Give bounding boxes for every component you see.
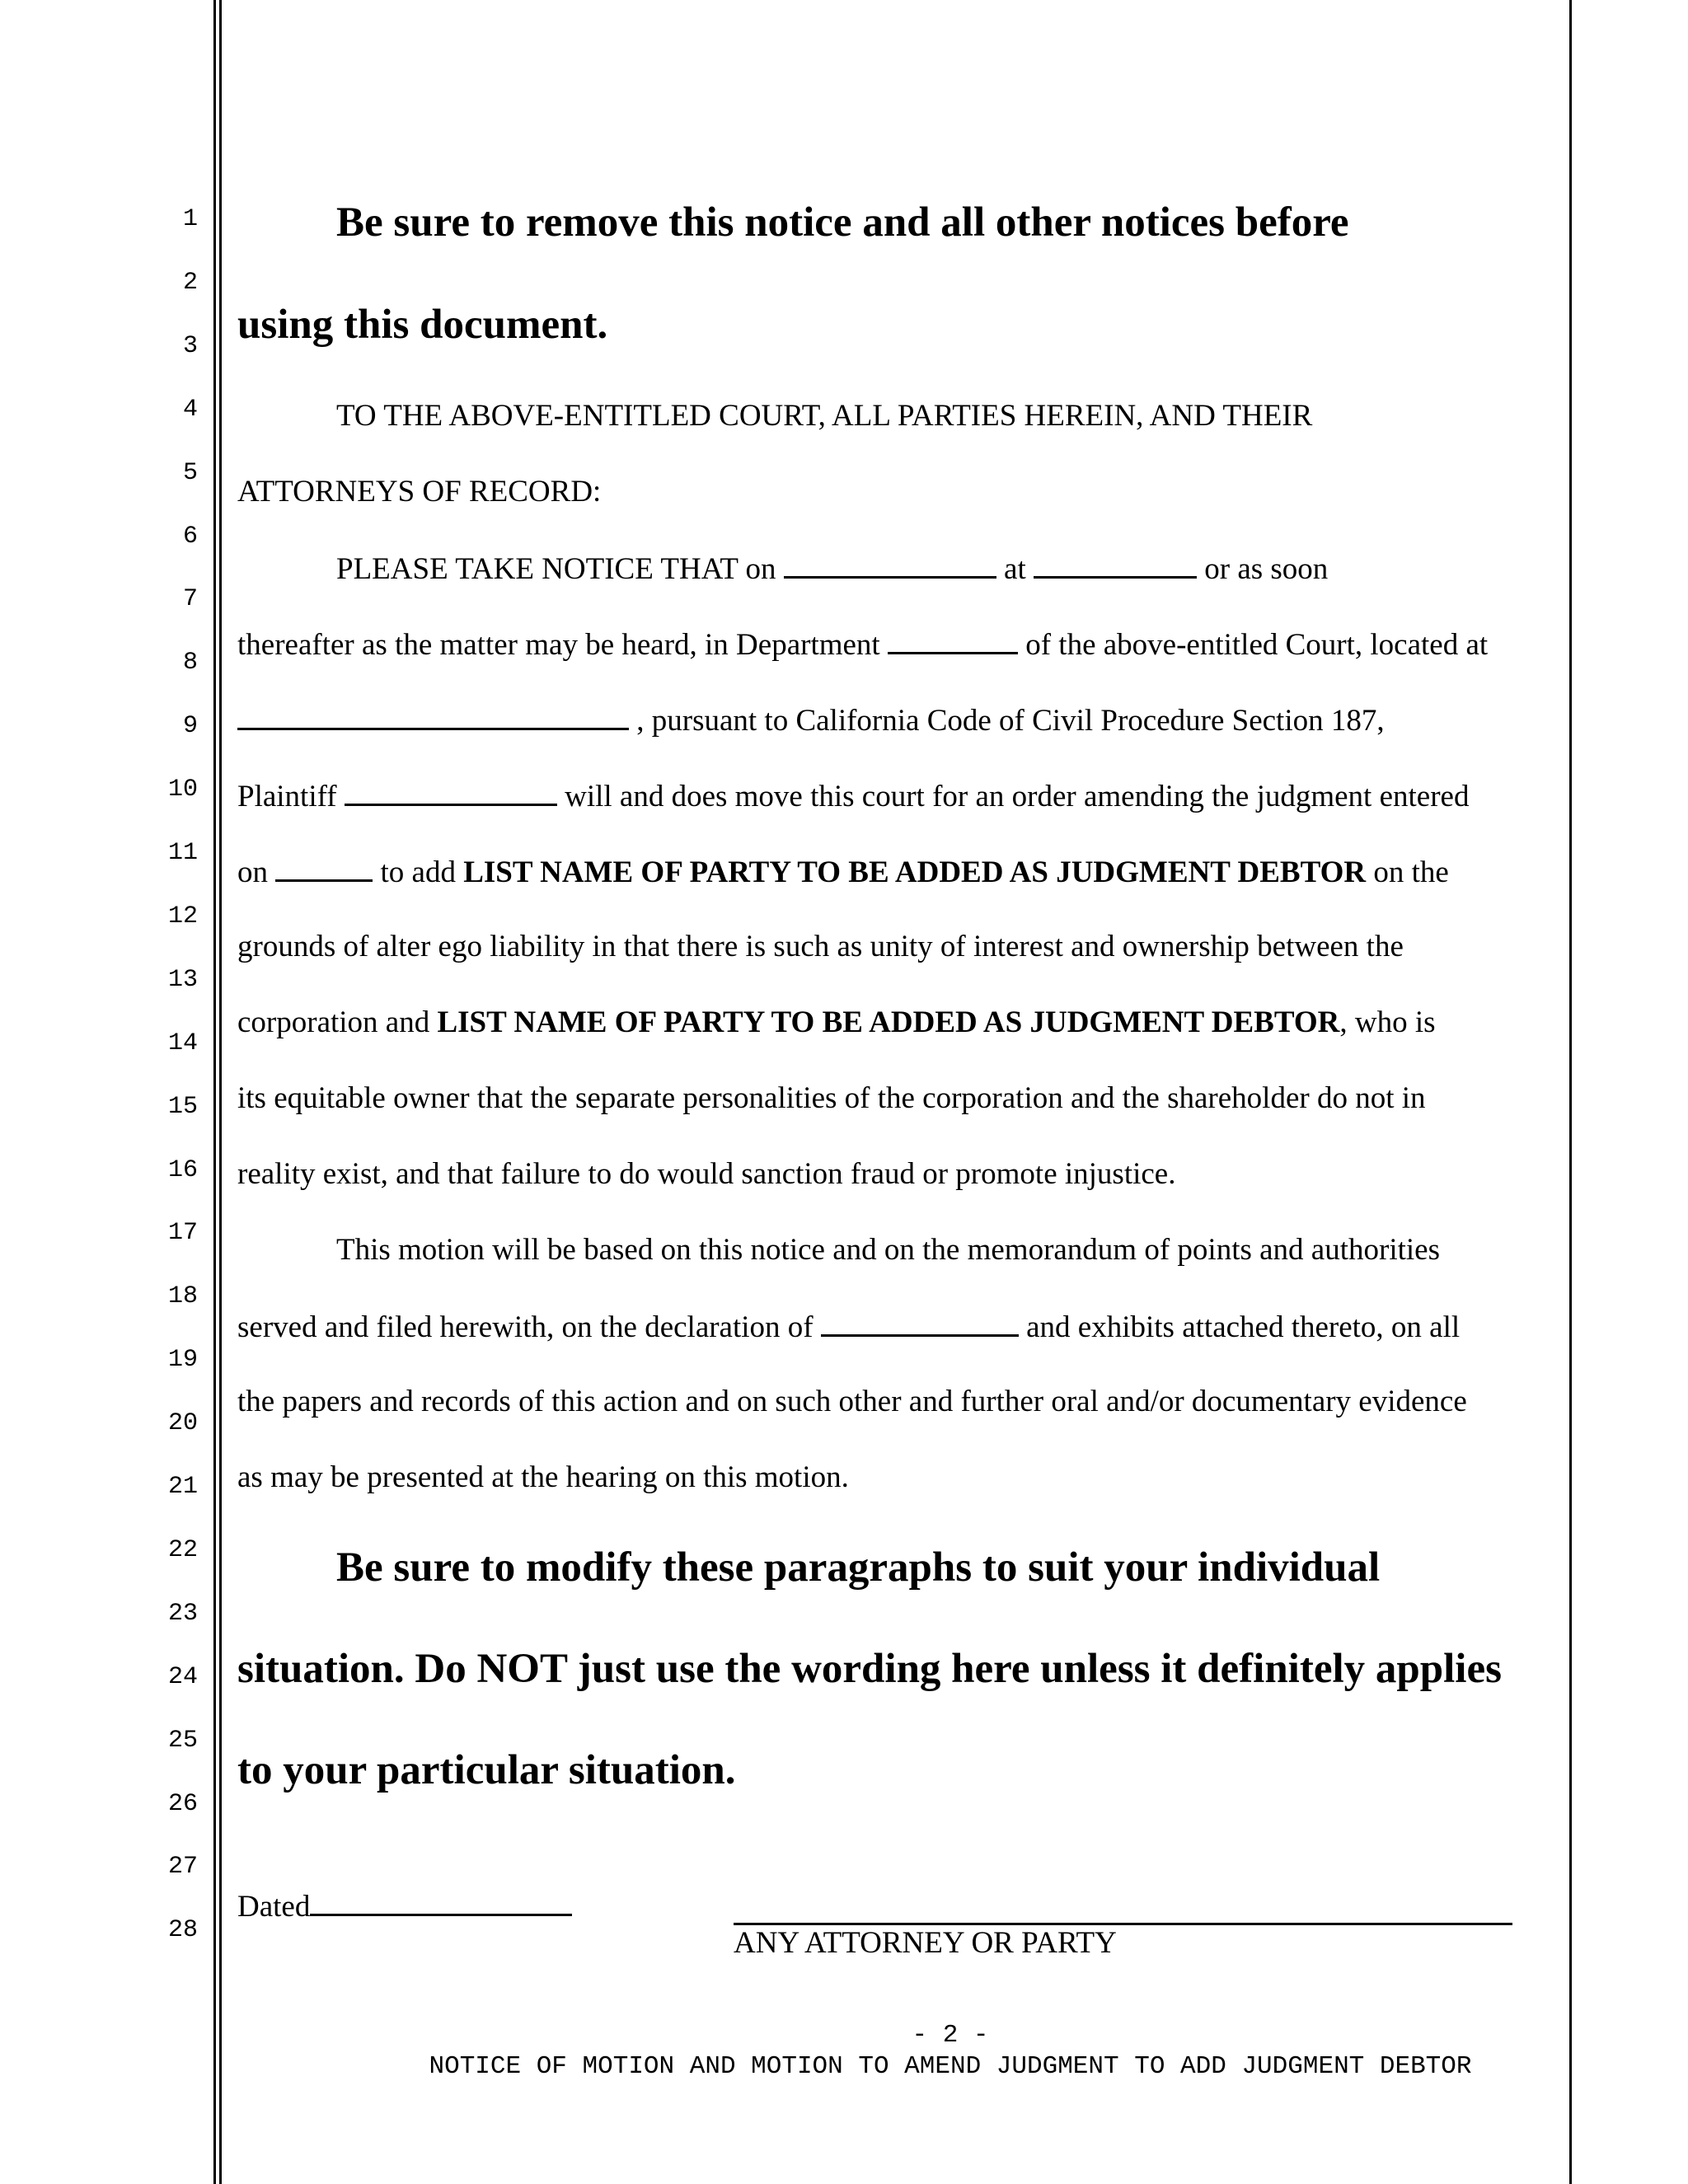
- para1-line-4: [237, 777, 1469, 815]
- para1-line-8: its equitable owner that the separate personalities of the corporation and the shareholder do not in: [237, 1081, 1426, 1115]
- para2-line-1: This motion will be based on this notice and on the memorandum of points and authorities: [336, 1233, 1440, 1267]
- line-number: 16: [167, 1155, 198, 1184]
- court-location-blank[interactable]: [237, 701, 629, 730]
- para2-l2-text-b: and exhibits attached thereto, on all: [1026, 1310, 1461, 1344]
- dated-blank[interactable]: [310, 1887, 572, 1916]
- line-number: 8: [182, 649, 198, 677]
- line-number: 24: [167, 1662, 198, 1691]
- hearing-date-blank[interactable]: [784, 550, 996, 579]
- footer-document-title: NOTICE OF MOTION AND MOTION TO AMEND JUDGMENT TO ADD JUDGMENT DEBTOR: [429, 2052, 1472, 2081]
- left-margin-rule-outer: [213, 0, 216, 2184]
- para1-line-6: grounds of alter ego liability in that there is such as unity of interest and ownership between the: [237, 930, 1404, 963]
- department-blank[interactable]: [888, 626, 1018, 654]
- plaintiff-name-blank[interactable]: [345, 777, 557, 806]
- para1-l1-text-c: or as soon: [1204, 552, 1329, 586]
- para1-l1-text-b: at: [1004, 552, 1026, 586]
- para1-line-3: [237, 701, 1385, 739]
- line-number: 1: [182, 205, 198, 233]
- left-margin-rule-inner: [219, 0, 222, 2184]
- para1-l4-text-a: Plaintiff: [237, 780, 337, 813]
- line-number: 18: [167, 1282, 198, 1311]
- para2-line-3: the papers and records of this action and on such other and further oral and/or documentary evidence: [237, 1385, 1467, 1418]
- line-number: 13: [167, 965, 198, 994]
- line-number: 2: [182, 268, 198, 297]
- line-number: 27: [167, 1853, 198, 1882]
- para2-l2-text-a: served and filed herewith, on the declaration of: [237, 1310, 814, 1344]
- salutation-line-2: ATTORNEYS OF RECORD:: [237, 475, 602, 509]
- notice-bottom-line-2: situation. Do NOT just use the wording here unless it definitely applies: [237, 1646, 1502, 1692]
- page-number: - 2 -: [912, 2021, 989, 2050]
- para2-line-4: as may be presented at the hearing on this motion.: [237, 1460, 849, 1494]
- para1-line-1: [336, 550, 1328, 588]
- para1-line-5: [237, 853, 1449, 891]
- line-number: 6: [182, 522, 198, 551]
- line-number: 23: [167, 1599, 198, 1628]
- line-number: 21: [167, 1473, 198, 1501]
- line-number: 26: [167, 1789, 198, 1818]
- line-number: 17: [167, 1219, 198, 1248]
- notice-top-line-1: Be sure to remove this notice and all other notices before: [336, 199, 1349, 246]
- hearing-time-blank[interactable]: [1034, 550, 1197, 579]
- party-name-placeholder-1: LIST NAME OF PARTY TO BE ADDED AS JUDGMENT DEBTOR: [463, 855, 1367, 889]
- line-number: 5: [182, 458, 198, 487]
- notice-top-line-2: using this document.: [237, 302, 608, 348]
- para1-l7-text-b: , who is: [1339, 1005, 1436, 1039]
- line-number: 28: [167, 1916, 198, 1945]
- party-name-placeholder-2: LIST NAME OF PARTY TO BE ADDED AS JUDGMENT DEBTOR: [437, 1005, 1340, 1039]
- dated-label: Dated: [237, 1890, 311, 1924]
- para1-l5-text-c: on the: [1373, 855, 1449, 889]
- line-number: 22: [167, 1535, 198, 1564]
- line-number: 19: [167, 1346, 198, 1375]
- notice-bottom-line-1: Be sure to modify these paragraphs to suit your individual: [336, 1544, 1381, 1591]
- notice-bottom-line-3: to your particular situation.: [237, 1747, 736, 1793]
- para1-l3-text: , pursuant to California Code of Civil Procedure Section 187,: [636, 704, 1385, 738]
- right-margin-rule: [1569, 0, 1572, 2184]
- para1-line-9: reality exist, and that failure to do would sanction fraud or promote injustice.: [237, 1157, 1176, 1191]
- para2-line-2: [237, 1308, 1460, 1346]
- line-number: 3: [182, 331, 198, 360]
- para1-l5-text-a: on: [237, 855, 268, 889]
- line-number: 4: [182, 395, 198, 424]
- para1-l2-text-a: thereafter as the matter may be heard, in Department: [237, 628, 880, 662]
- para1-l4-text-b: will and does move this court for an order amending the judgment entered: [565, 780, 1470, 813]
- dated-line: [237, 1887, 572, 1925]
- para1-l1-text-a: PLEASE TAKE NOTICE THAT on: [336, 552, 776, 586]
- para1-line-2: [237, 626, 1488, 663]
- para1-line-7: [237, 1005, 1436, 1041]
- line-number: 10: [167, 776, 198, 804]
- line-number: 11: [167, 839, 198, 867]
- line-number: 7: [182, 585, 198, 614]
- line-number: 20: [167, 1409, 198, 1438]
- signer-label: ANY ATTORNEY OR PARTY: [734, 1926, 1117, 1960]
- line-number: 14: [167, 1029, 198, 1057]
- judgment-date-blank[interactable]: [275, 853, 373, 882]
- line-number: 9: [182, 712, 198, 741]
- para1-l7-text-a: corporation and: [237, 1005, 430, 1039]
- line-number: 25: [167, 1726, 198, 1755]
- para1-l5-text-b: to add: [380, 855, 456, 889]
- declarant-blank[interactable]: [821, 1308, 1019, 1337]
- line-number: 15: [167, 1092, 198, 1121]
- para1-l2-text-b: of the above-entitled Court, located at: [1025, 628, 1489, 662]
- line-number: 12: [167, 902, 198, 930]
- salutation-line-1: TO THE ABOVE-ENTITLED COURT, ALL PARTIES HEREIN, AND THEIR: [336, 399, 1313, 433]
